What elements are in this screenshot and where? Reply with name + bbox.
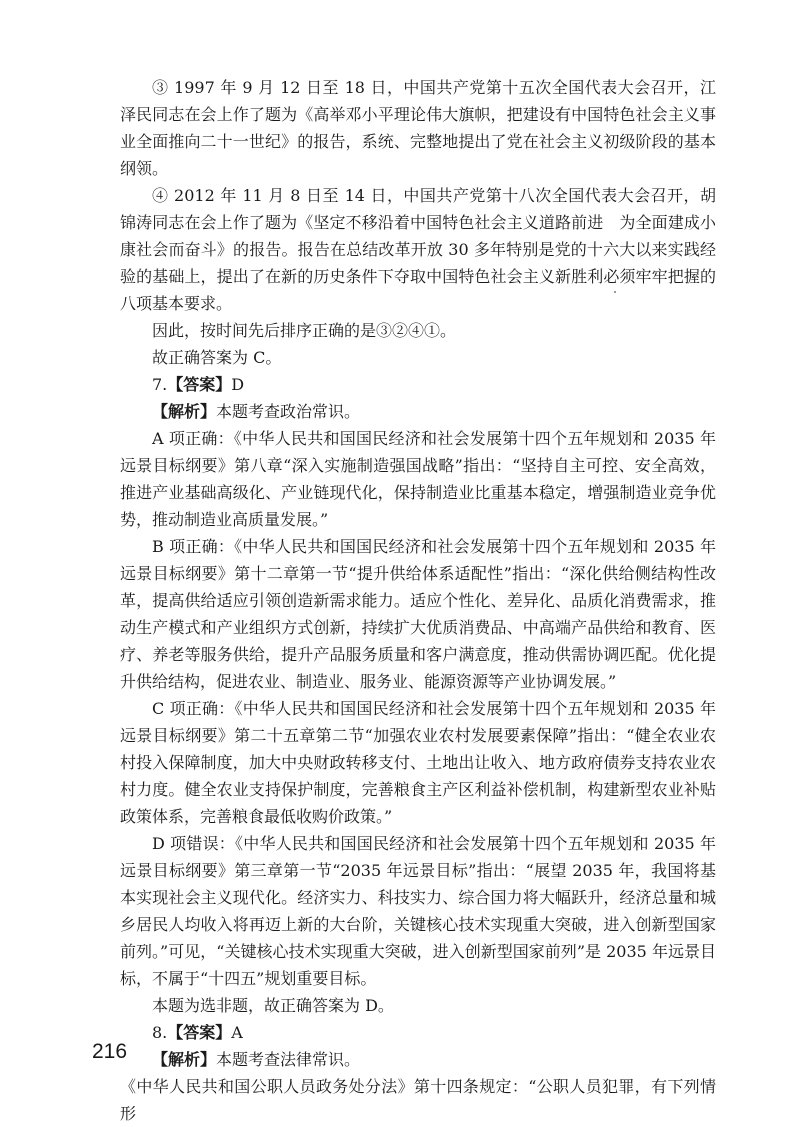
paragraph-conclusion: 因此，按时间先后排序正确的是③②④①。: [152, 321, 457, 340]
question-8-answer: A: [231, 1023, 243, 1042]
question-7-item-b: B 项正确：《中华人民共和国国民经济和社会发展第十四个五年规划和 2035 年远景目标纲要》第十二章第一节“提升供给体系适配性”指出：“深化供给侧结构性改革，提高供给适应引领创造新需求能力。适应个性化、差异化、品质化消费需求，推动生产模式和产业组织方式创新，持续扩大优质消费品、中高端产品供给和教育、医疗、养老等服务供给，提升产品服务质量和客户满意度，推动供需协调匹配。优化提升供给结构，促进农业、制造业、服务业、能源资源等产业协调发展。”: [120, 537, 716, 691]
question-7-analysis-tag: 【解析】: [152, 402, 217, 421]
question-7-analysis-line: [120, 398, 716, 425]
question-7-conclusion: 本题为选非题，故正确答案为 D。: [152, 996, 394, 1015]
paragraph-item-3: ③ 1997 年 9 月 12 日至 18 日，中国共产党第十五次全国代表大会召开，江泽民同志在会上作了题为《高举邓小平理论伟大旗帜，把建设有中国特色社会主义事业全面推向二十一世纪》的报告，系统、完整地提出了党在社会主义初级阶段的基本纲领。: [120, 78, 716, 178]
question-7-answer-line: [120, 371, 716, 398]
question-7-answer: D: [231, 375, 245, 394]
scan-speck: [614, 291, 616, 293]
question-7-number: 7.: [152, 375, 168, 394]
question-8-analysis-line: [120, 1046, 716, 1073]
question-8-analysis-tag: 【解析】: [152, 1050, 217, 1069]
question-8-analysis: 本题考查法律常识。: [216, 1050, 361, 1069]
question-8-answer-line: [120, 1019, 716, 1046]
paragraph-answer-c: 故正确答案为 C。: [152, 348, 282, 367]
question-8-law-text: 《中华人民共和国公职人员政务处分法》第十四条规定：“公职人员犯罪，有下列情形: [120, 1077, 716, 1123]
paragraph-item-4: ④ 2012 年 11 月 8 日至 14 日，中国共产党第十八次全国代表大会召开，胡锦涛同志在会上作了题为《坚定不移沿着中国特色社会主义道路前进 为全面建成小康社会而奋斗》的报告。报告在总结改革开放 30 多年特别是党的十六大以来实践经验的基础上，提出了在新的历史条件下夺取中国特色社会主义新胜利必须牢牢把握的八项基本要求。: [120, 186, 716, 313]
question-7-answer-tag: 【答案】: [167, 375, 232, 394]
question-7-analysis: 本题考查政治常识。: [216, 402, 361, 421]
question-8-answer-tag: 【答案】: [167, 1023, 232, 1042]
page-body: [120, 74, 716, 1127]
question-7-item-a: A 项正确：《中华人民共和国国民经济和社会发展第十四个五年规划和 2035 年远景目标纲要》第八章“深入实施制造强国战略”指出：“坚持自主可控、安全高效，推进产业基础高级化、产业链现代化，保持制造业比重基本稳定，增强制造业竞争优势，推动制造业高质量发展。”: [120, 429, 716, 529]
page-number: 216: [92, 1040, 128, 1063]
question-8-number: 8.: [152, 1023, 168, 1042]
question-7-item-d: D 项错误：《中华人民共和国国民经济和社会发展第十四个五年规划和 2035 年远景目标纲要》第三章第一节“2035 年远景目标”指出：“展望 2035 年，我国将基本实现社会主义现代化。经济实力、科技实力、综合国力将大幅跃升，经济总量和城乡居民人均收入将再迈上新的大台阶，关键核心技术实现重大突破，进入创新型国家前列。”可见，“关键核心技术实现重大突破，进入创新型国家前列”是 2035 年远景目标，不属于“十四五”规划重要目标。: [120, 834, 716, 988]
question-7-item-c: C 项正确：《中华人民共和国国民经济和社会发展第十四个五年规划和 2035 年远景目标纲要》第二十五章第二节“加强农业农村发展要素保障”指出：“健全农业农村投入保障制度，加大中央财政转移支付、土地出让收入、地方政府债券支持农业农村力度。健全农业支持保护制度，完善粮食主产区利益补偿机制，构建新型农业补贴政策体系，完善粮食最低收购价政策。”: [120, 699, 716, 826]
